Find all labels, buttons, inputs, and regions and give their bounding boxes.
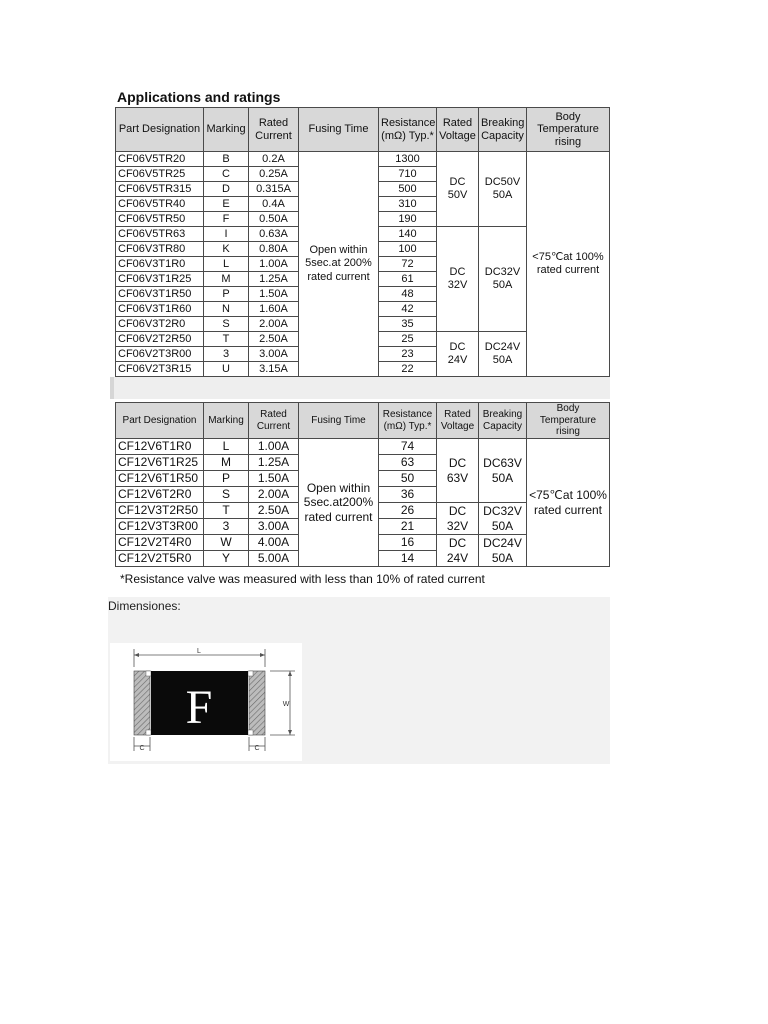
cell-current: 2.50A	[249, 332, 299, 347]
column-header: Rated Current	[249, 403, 299, 439]
cell-resistance: 140	[379, 227, 437, 242]
cell-resistance: 74	[379, 439, 437, 455]
cell-marking: M	[204, 455, 249, 471]
cell-current: 2.00A	[249, 317, 299, 332]
cell-current: 1.25A	[249, 272, 299, 287]
column-header: Marking	[204, 108, 249, 152]
cell-resistance: 36	[379, 487, 437, 503]
cell-part: CF12V6T1R25	[116, 455, 204, 471]
cell-marking: T	[204, 332, 249, 347]
table-header-row	[116, 403, 610, 439]
cell-temperature-rise: <75℃at 100% rated current	[527, 152, 610, 377]
cell-part: CF06V3T1R0	[116, 257, 204, 272]
cell-part: CF12V6T2R0	[116, 487, 204, 503]
cell-part: CF06V3T1R25	[116, 272, 204, 287]
cell-current: 3.00A	[249, 519, 299, 535]
cell-marking: M	[204, 272, 249, 287]
column-header: Rated Current	[249, 108, 299, 152]
dim-length-label: L	[197, 648, 201, 655]
cell-part: CF06V2T3R00	[116, 347, 204, 362]
cell-marking: U	[204, 362, 249, 377]
cell-marking: F	[204, 212, 249, 227]
cell-rated-voltage: DC 32V	[437, 227, 479, 332]
cell-rated-voltage: DC 24V	[437, 535, 479, 567]
marking-letter: F	[185, 681, 213, 734]
cell-part: CF06V2T2R50	[116, 332, 204, 347]
cell-part: CF06V3T1R50	[116, 287, 204, 302]
table-body	[116, 152, 610, 377]
cell-current: 0.2A	[249, 152, 299, 167]
cell-resistance: 1300	[379, 152, 437, 167]
cell-part: CF06V3T2R0	[116, 317, 204, 332]
ratings-table-cf06	[115, 107, 610, 377]
cell-rated-voltage: DC 50V	[437, 152, 479, 227]
column-header: Rated Voltage	[437, 108, 479, 152]
cell-temperature-rise: <75℃at 100% rated current	[527, 439, 610, 567]
cell-breaking-capacity: DC32V 50A	[479, 227, 527, 332]
cell-breaking-capacity: DC24V 50A	[479, 535, 527, 567]
cell-part: CF06V5TR25	[116, 167, 204, 182]
cell-resistance: 710	[379, 167, 437, 182]
cell-current: 0.63A	[249, 227, 299, 242]
cell-marking: D	[204, 182, 249, 197]
cell-breaking-capacity: DC32V 50A	[479, 503, 527, 535]
cell-marking: N	[204, 302, 249, 317]
cell-current: 3.15A	[249, 362, 299, 377]
cell-marking: 3	[204, 347, 249, 362]
cell-resistance: 100	[379, 242, 437, 257]
cell-current: 0.4A	[249, 197, 299, 212]
cell-part: CF12V2T5R0	[116, 551, 204, 567]
cell-fusing-time: Open within 5sec.at 200% rated current	[299, 152, 379, 377]
cell-part: CF06V5TR63	[116, 227, 204, 242]
cell-rated-voltage: DC 63V	[437, 439, 479, 503]
column-header: Body Temperature rising	[527, 108, 610, 152]
cell-marking: E	[204, 197, 249, 212]
cell-current: 0.25A	[249, 167, 299, 182]
cell-resistance: 23	[379, 347, 437, 362]
cell-resistance: 190	[379, 212, 437, 227]
cell-part: CF12V3T2R50	[116, 503, 204, 519]
cell-resistance: 22	[379, 362, 437, 377]
cell-marking: L	[204, 257, 249, 272]
cell-current: 0.315A	[249, 182, 299, 197]
cell-breaking-capacity: DC63V 50A	[479, 439, 527, 503]
column-header: Fusing Time	[299, 108, 379, 152]
cell-breaking-capacity: DC24V 50A	[479, 332, 527, 377]
cell-marking: Y	[204, 551, 249, 567]
cell-breaking-capacity: DC50V 50A	[479, 152, 527, 227]
cell-current: 1.25A	[249, 455, 299, 471]
cell-current: 2.50A	[249, 503, 299, 519]
cell-current: 0.50A	[249, 212, 299, 227]
cell-resistance: 72	[379, 257, 437, 272]
cell-resistance: 21	[379, 519, 437, 535]
cell-part: CF12V2T4R0	[116, 535, 204, 551]
cell-part: CF06V3T1R60	[116, 302, 204, 317]
cell-current: 1.50A	[249, 287, 299, 302]
cell-part: CF06V5TR40	[116, 197, 204, 212]
cell-resistance: 14	[379, 551, 437, 567]
cell-marking: T	[204, 503, 249, 519]
cell-part: CF12V6T1R0	[116, 439, 204, 455]
ratings-table-cf12	[115, 402, 610, 567]
cell-resistance: 35	[379, 317, 437, 332]
cell-rated-voltage: DC 32V	[437, 503, 479, 535]
cell-resistance: 25	[379, 332, 437, 347]
column-header: Breaking Capacity	[479, 108, 527, 152]
cell-part: CF06V5TR20	[116, 152, 204, 167]
cell-rated-voltage: DC 24V	[437, 332, 479, 377]
dim-c-right-label: C	[254, 745, 260, 752]
cell-marking: 3	[204, 519, 249, 535]
fuse-drawing-svg	[110, 643, 302, 761]
table-header-row	[116, 108, 610, 152]
cell-resistance: 310	[379, 197, 437, 212]
column-header: Part Designation	[116, 108, 204, 152]
table-row	[116, 439, 610, 455]
cell-resistance: 26	[379, 503, 437, 519]
cell-current: 3.00A	[249, 347, 299, 362]
column-header: Resistance (mΩ) Typ.*	[379, 108, 437, 152]
column-header: Marking	[204, 403, 249, 439]
page-title: Applications and ratings	[117, 89, 281, 105]
cell-current: 4.00A	[249, 535, 299, 551]
column-header: Breaking Capacity	[479, 403, 527, 439]
cell-current: 0.80A	[249, 242, 299, 257]
table-body	[116, 439, 610, 567]
cell-marking: K	[204, 242, 249, 257]
cell-marking: W	[204, 535, 249, 551]
separator-band	[110, 377, 610, 399]
cell-current: 1.00A	[249, 257, 299, 272]
cell-resistance: 50	[379, 471, 437, 487]
cell-part: CF06V3TR80	[116, 242, 204, 257]
cell-part: CF06V5TR315	[116, 182, 204, 197]
cell-fusing-time: Open within 5sec.at200% rated current	[299, 439, 379, 567]
cell-current: 1.00A	[249, 439, 299, 455]
column-header: Body Temperature rising	[527, 403, 610, 439]
cell-marking: S	[204, 317, 249, 332]
fuse-dimension-drawing	[110, 643, 302, 761]
column-header: Resistance (mΩ) Typ.*	[379, 403, 437, 439]
cell-marking: B	[204, 152, 249, 167]
cell-marking: I	[204, 227, 249, 242]
cell-marking: S	[204, 487, 249, 503]
cell-resistance: 63	[379, 455, 437, 471]
dim-c-left-label: C	[139, 745, 145, 752]
cell-marking: P	[204, 287, 249, 302]
cell-resistance: 16	[379, 535, 437, 551]
resistance-footnote: *Resistance valve was measured with less than 10% of rated current	[120, 572, 485, 586]
cell-resistance: 42	[379, 302, 437, 317]
cell-part: CF06V5TR50	[116, 212, 204, 227]
column-header: Rated Voltage	[437, 403, 479, 439]
cell-resistance: 500	[379, 182, 437, 197]
cell-marking: P	[204, 471, 249, 487]
cell-current: 1.50A	[249, 471, 299, 487]
cell-current: 2.00A	[249, 487, 299, 503]
cell-resistance: 48	[379, 287, 437, 302]
cell-part: CF06V2T3R15	[116, 362, 204, 377]
cell-current: 5.00A	[249, 551, 299, 567]
cell-marking: L	[204, 439, 249, 455]
cell-part: CF12V3T3R00	[116, 519, 204, 535]
cell-resistance: 61	[379, 272, 437, 287]
table-row	[116, 152, 610, 167]
dimensions-label: Dimensiones:	[108, 599, 181, 613]
dim-width-label: W	[282, 701, 290, 708]
cell-current: 1.60A	[249, 302, 299, 317]
cell-part: CF12V6T1R50	[116, 471, 204, 487]
cell-marking: C	[204, 167, 249, 182]
column-header: Part Designation	[116, 403, 204, 439]
column-header: Fusing Time	[299, 403, 379, 439]
